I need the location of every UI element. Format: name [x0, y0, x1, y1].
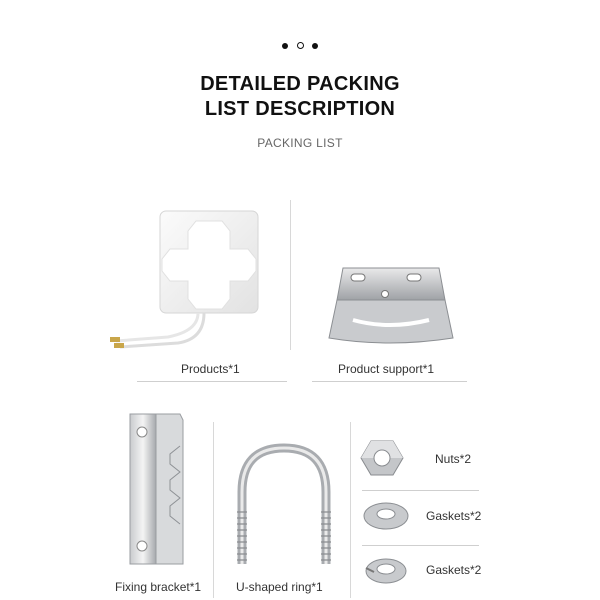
pager-dot-active[interactable]	[297, 42, 304, 49]
divider	[290, 200, 291, 350]
fixing-bracket-icon	[128, 410, 188, 570]
carousel-pager	[0, 37, 600, 55]
hex-nut-icon	[360, 436, 404, 480]
divider	[362, 490, 479, 491]
divider	[137, 381, 287, 382]
item-label-gaskets-b: Gaskets*2	[426, 563, 482, 577]
washer-icon	[362, 500, 410, 532]
pager-dot[interactable]	[312, 43, 318, 49]
u-bolt-icon	[228, 440, 340, 570]
item-label-u-shaped-ring: U-shaped ring*1	[236, 580, 323, 594]
page-subtitle: PACKING LIST	[257, 136, 343, 150]
divider	[213, 422, 214, 598]
divider	[350, 422, 351, 598]
item-label-fixing-bracket: Fixing bracket*1	[115, 580, 202, 594]
title-line-1: DETAILED PACKING	[200, 73, 400, 95]
antenna-product-icon	[100, 205, 270, 355]
item-label-product-support: Product support*1	[338, 362, 435, 376]
item-label-gaskets-a: Gaskets*2	[426, 509, 482, 523]
angle-support-bracket-icon	[325, 262, 460, 347]
title-line-2: LIST DESCRIPTION	[204, 98, 396, 120]
divider	[312, 381, 467, 382]
item-label-products: Products*1	[181, 362, 240, 376]
page-title	[0, 72, 600, 122]
pager-dot[interactable]	[282, 43, 288, 49]
divider	[362, 545, 479, 546]
item-label-nuts: Nuts*2	[435, 452, 472, 466]
spring-washer-icon	[363, 554, 409, 586]
